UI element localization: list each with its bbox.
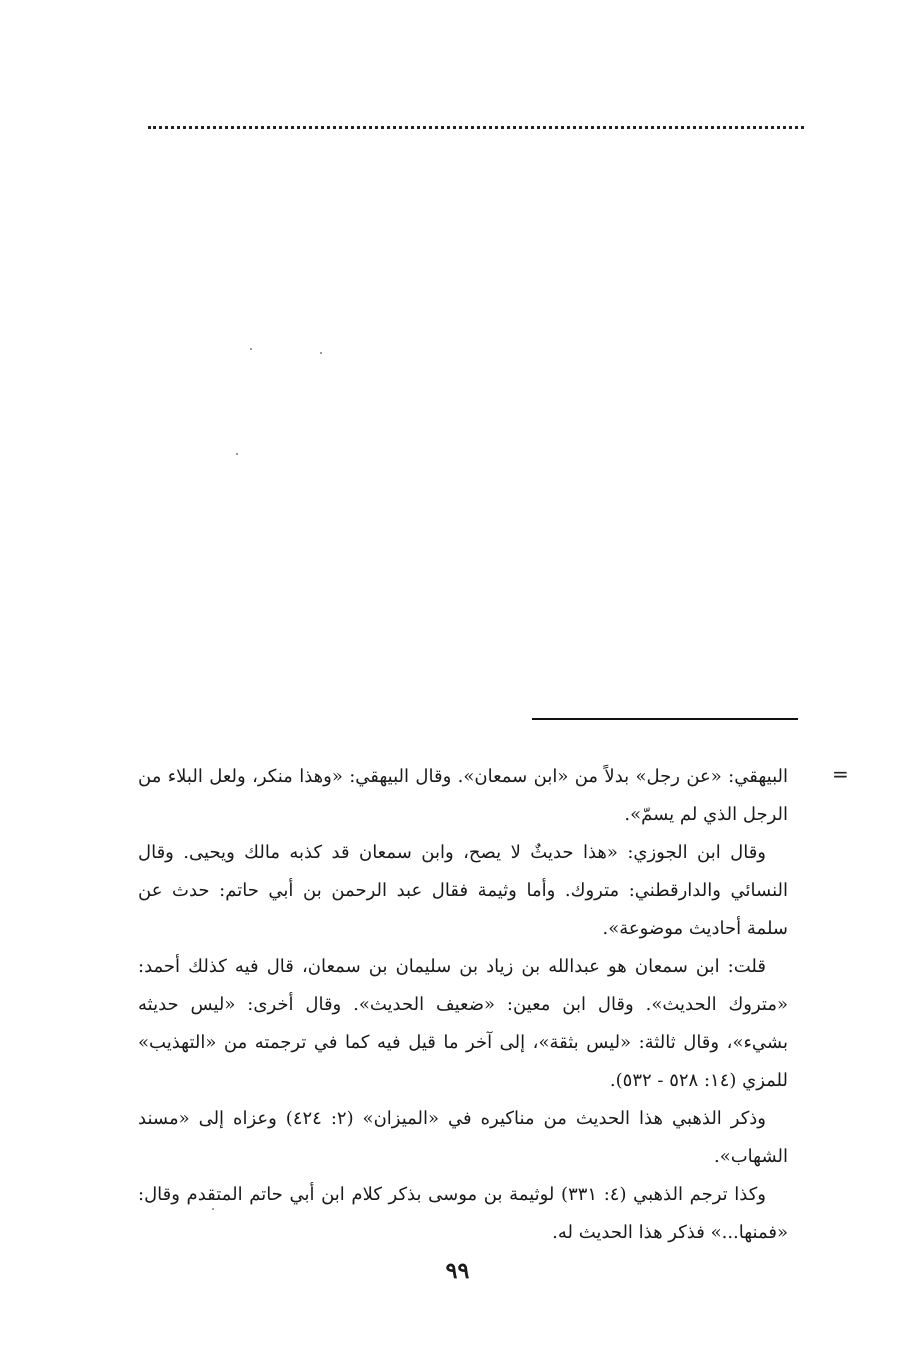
footnote-paragraph: وذكر الذهبي هذا الحديث من مناكيره في «الميزان» (٢: ٤٢٤) وعزاه إلى «مسند الشهاب». [138,1108,788,1167]
footnote-paragraph: وقال ابن الجوزي: «هذا حديثٌ لا يصح، وابن سمعان قد كذبه مالك ويحيى. وقال النسائي والدارقطني: متروك. وأما وثيمة فقال عبد الرحمن بن أبي حاتم: حدث عن سلمة أحاديث موضوعة». [138,842,788,939]
dotted-separator [148,126,804,129]
footnote-paragraph: البيهقي: «عن رجل» بدلاً من «ابن سمعان». وقال البيهقي: «وهذا منكر، ولعل البلاء من الرجل الذي لم يسمّ». [138,766,788,825]
page-number: ٩٩ [445,1258,470,1284]
scan-speck [236,453,238,455]
footnote-text [138,758,788,1252]
footnote-paragraph: وكذا ترجم الذهبي (٤: ٣٣١) لوثيمة بن موسى بذكر كلام ابن أبي حاتم المتقدم وقال: «فمنها...» فذكر هذا الحديث له. [138,1184,788,1243]
footnote-separator [532,718,798,720]
footnote-paragraph: قلت: ابن سمعان هو عبدالله بن زياد بن سليمان بن سمعان، قال فيه كذلك أحمد: «متروك الحديث». وقال ابن معين: «ضعيف الحديث». وقال أخرى: «ليس حديثه بشيء»، وقال ثالثة: «ليس بثقة»، إلى آخر ما قيل فيه كما في ترجمته من «التهذيب» للمزي (١٤: ٥٢٨ - ٥٣٢). [138,956,788,1091]
scan-speck [250,348,252,350]
continuation-mark: = [832,762,849,786]
scan-speck [320,352,322,354]
